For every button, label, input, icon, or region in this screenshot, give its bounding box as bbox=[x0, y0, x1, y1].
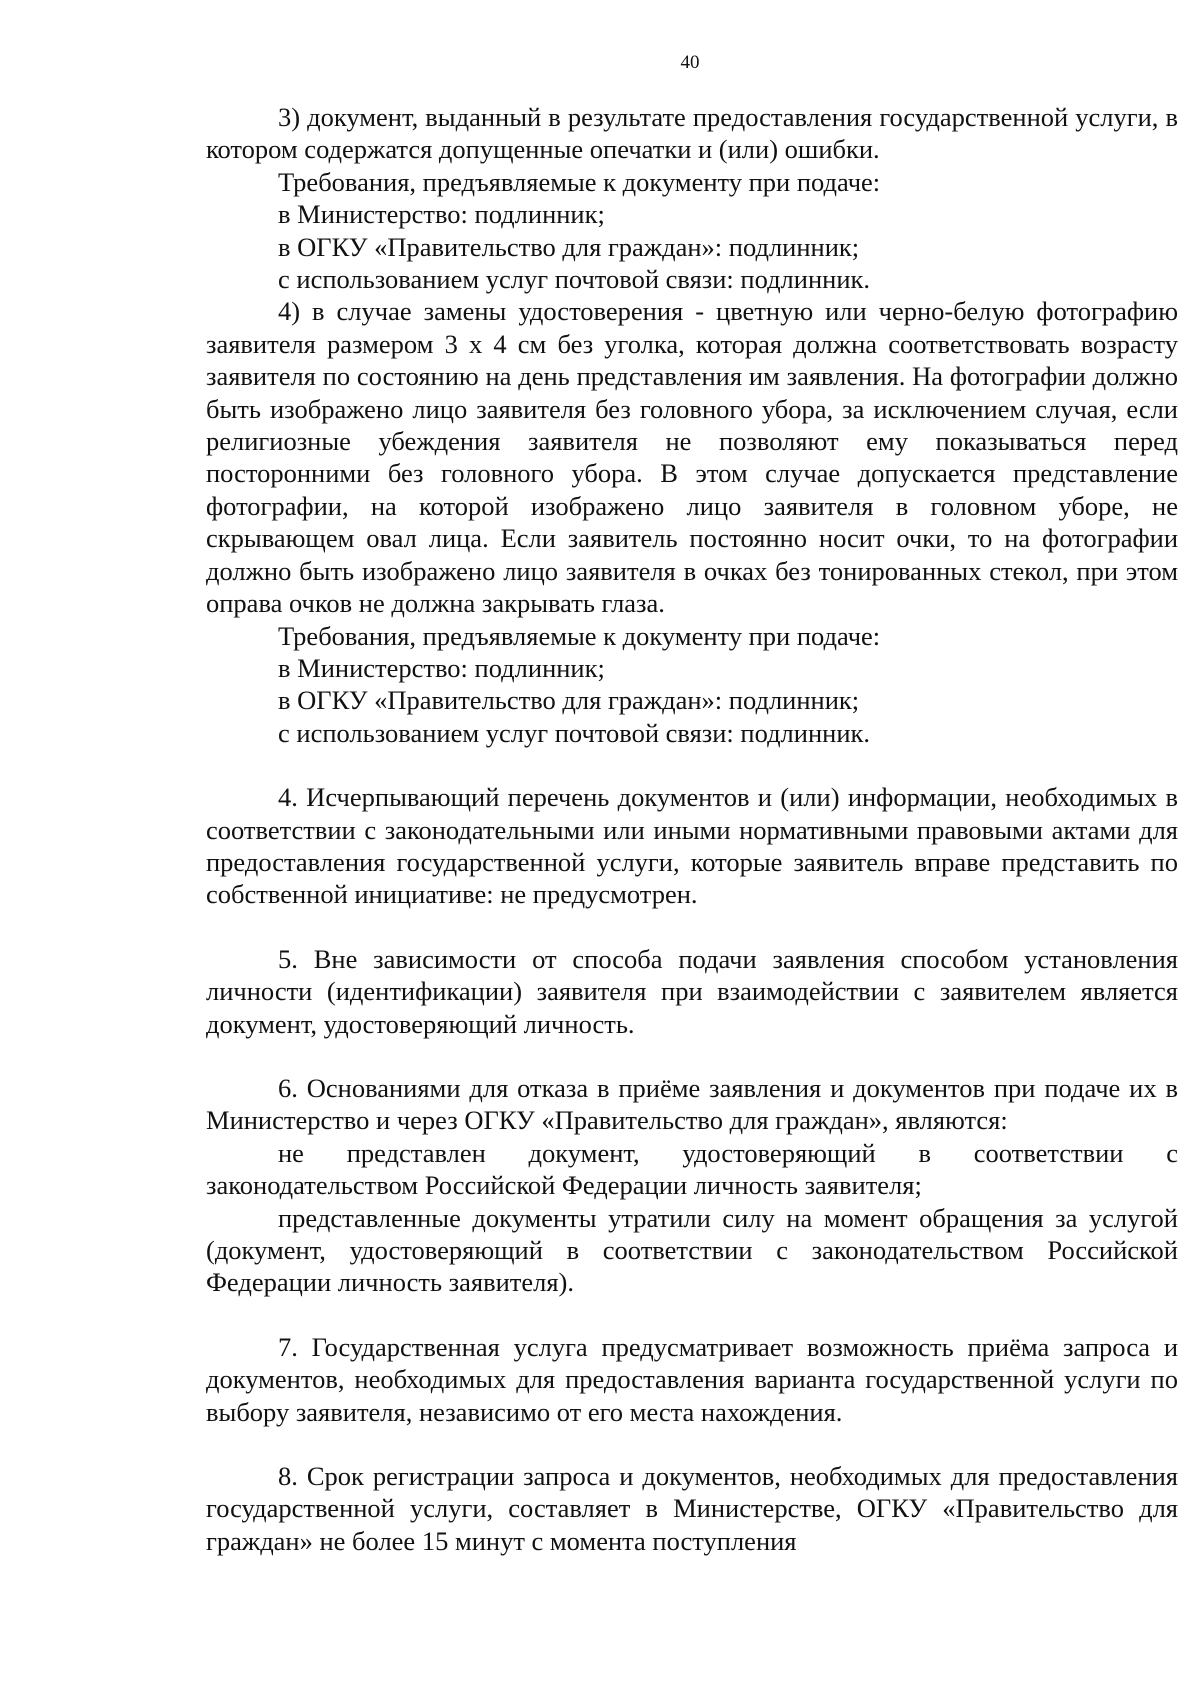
paragraph-postal-original: с использованием услуг почтовой связи: подлинник. bbox=[278, 264, 871, 295]
page-number: 40 bbox=[680, 52, 700, 73]
document-body bbox=[206, 101, 1178, 1557]
section-4-paragraph: 4. Исчерпывающий перечень документов и (или) информации, необходимых в соответствии с законодательными или иными нормативными правовыми актами для предоставления государственной услуги, которые заявитель вправе представить по собственной инициативе: не предусмотрен. bbox=[206, 782, 1178, 910]
section-6-paragraph: 6. Основаниями для отказа в приёме заявления и документов при подаче их в Министерство и через ОГКУ «Правительство для граждан», являются: bbox=[206, 1072, 1178, 1136]
paragraph-requirements: Требования, предъявляемые к документу при подаче: bbox=[278, 166, 881, 197]
section-8-paragraph: 8. Срок регистрации запроса и документов, необходимых для предоставления государственной услуги, составляет в Министерстве, ОГКУ «Правительство для граждан» не более 15 минут с момента поступления bbox=[206, 1461, 1178, 1556]
section-7-paragraph: 7. Государственная услуга предусматривает возможность приёма запроса и документов, необходимых для предоставления варианта государственной услуги по выбору заявителя, независимо от его места нахождения. bbox=[206, 1331, 1178, 1427]
paragraph-postal-original: с использованием услуг почтовой связи: подлинник. bbox=[278, 717, 871, 748]
paragraph-requirements: Требования, предъявляемые к документу при подаче: bbox=[278, 620, 881, 651]
paragraph-ogku-original: в ОГКУ «Правительство для граждан»: подлинник; bbox=[278, 231, 860, 262]
paragraph-ministry-original: в Министерство: подлинник; bbox=[278, 199, 605, 230]
section-6-reason-1: не представлен документ, удостоверяющий в соответствии с законодательством Российской Федерации личность заявителя; bbox=[206, 1137, 1178, 1201]
paragraph-item-3: 3) документ, выданный в результате предоставления государственной услуги, в котором содержатся допущенные опечатки и (или) ошибки. bbox=[206, 102, 1178, 165]
paragraph-ogku-original: в ОГКУ «Правительство для граждан»: подлинник; bbox=[278, 685, 860, 716]
paragraph-ministry-original: в Министерство: подлинник; bbox=[278, 652, 605, 683]
paragraph-item-4-photo: 4) в случае замены удостоверения - цветную или черно-белую фотографию заявителя размером 3 х 4 см без уголка, которая должна соответствовать возрасту заявителя по состоянию на день представления им заявления. На фотографии должно быть изображено лицо заявителя без головного убора, за исключением случая, если религиозные убеждения заявителя не позволяют ему показываться перед посторонними без головного убора. В этом случае допускается представление фотографии, на которой изображено лицо заявителя в головном уборе, не скрывающем овал лица. Если заявитель постоянно носит очки, то на фотографии должно быть изображено лицо заявителя в очках без тонированных стекол, при этом оправа очков не должна закрывать глаза. bbox=[206, 296, 1178, 619]
section-6-reason-2: представленные документы утратили силу на момент обращения за услугой (документ, удостоверяющий в соответствии с законодательством Российской Федерации личность заявителя). bbox=[206, 1202, 1178, 1298]
section-5-paragraph: 5. Вне зависимости от способа подачи заявления способом установления личности (идентификации) заявителя при взаимодействии с заявителем является документ, удостоверяющий личность. bbox=[206, 943, 1178, 1039]
